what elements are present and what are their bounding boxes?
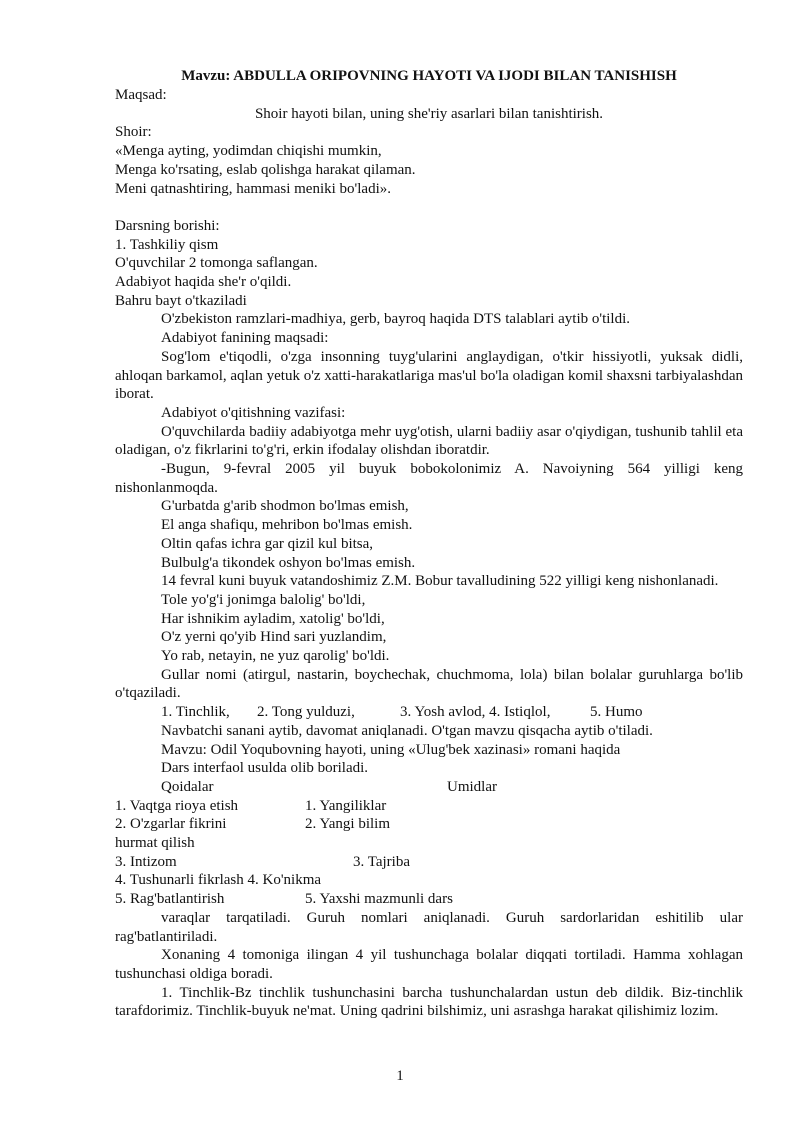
group-name: 1. Tinchlik, [161,704,230,721]
paragraph-bobur: 14 fevral kuni buyuk vatandoshimiz Z.M. Bobur tavalludining 522 yilligi keng nishonlanadi. [161,573,719,590]
paragraph-gullar: Gullar nomi (atirgul, nastarin, boychechak, chuchmoma, lola) bilan bolalar guruhlarga bo'lib o'tqaziladi. [115,666,743,702]
vazifasi-heading: Adabiyot o'qitishning vazifasi: [161,404,346,421]
rules-row [115,853,743,872]
navoiy-poem-line: Oltin qafas ichra gar qizil kul bitsa, [161,535,374,552]
rule-item: hurmat qilish [115,835,195,852]
paragraph-tinchlik: 1. Tinchlik-Bz tinchlik tushunchasini barcha tushunchalardan ustun deb dildik. Biz-tinchlik tarafdorimiz. Tinchlik-buyuk ne'mat. Uning qadrini bilshimiz, uni asrashga harakat qilishimiz lozim. [115,984,743,1020]
text-line: Dars interfaol usulda olib boriladi. [161,760,369,777]
rule-item: 2. O'zgarlar fikrini [115,816,227,833]
groups-row [115,703,743,722]
intro-line: 1. Tashkiliy qism [115,236,219,253]
paragraph-xonaning: Xonaning 4 tomoniga ilingan 4 yil tushunchaga bolalar diqqati tortiladi. Hamma xohlagan tushunchasi oldiga boradi. [115,947,743,982]
paragraph-vazifasi: O'quvchilarda badiiy adabiyotga mehr uyg'otish, ularni badiiy asar o'qiydigan, tushunib tahlil eta oladigan, o'z fikrlarini to'g'ri, erkin ifodalay olishdan iboratdir. [115,423,743,459]
rule-item: 3. Intizom [115,853,177,870]
intro-line: Bahru bayt o'tkaziladi [115,292,247,309]
document-body [115,66,743,1021]
navoiy-poem-line: G'urbatda g'arib shodmon bo'lmas emish, [161,498,409,515]
rule-item: 4. Tushunarli fikrlash 4. Ko'nikma [115,872,322,889]
rules-row [115,890,743,909]
maqsadi-heading: Adabiyot fanining maqsadi: [161,330,329,347]
intro-line: O'quvchilar 2 tomonga saflangan. [115,255,318,272]
group-name: 2. Tong yulduzi, [257,704,355,721]
hope-item: 2. Yangi bilim [305,816,391,833]
rules-row [115,834,743,853]
bobur-poem-line: Yo rab, netayin, ne yuz qarolig' bo'ldi. [161,648,390,665]
rule-item: 1. Vaqtga rioya etish [115,797,239,814]
rules-heading: Qoidalar [161,778,214,795]
lesson-progress-heading: Darsning borishi: [115,217,220,234]
hope-item: 3. Tajriba [353,853,410,870]
text-line: Mavzu: Odil Yoqubovning hayoti, uning «Ulug'bek xazinasi» romani haqida [161,741,621,758]
hope-item: 1. Yangiliklar [305,797,387,814]
maqsad-text: Shoir hayoti bilan, uning she'riy asarlari bilan tanishtirish. [254,105,604,122]
text-line: Navbatchi sanani aytib, davomat aniqlanadi. O'tgan mavzu qisqacha aytib o'tiladi. [161,722,653,739]
rules-row [115,797,743,816]
maqsad-label: Maqsad: [115,87,167,103]
rules-row [115,815,743,834]
paragraph-ramzlar: O'zbekiston ramzlari-madhiya, gerb, bayroq haqida DTS talablari aytib o'tildi. [161,311,631,328]
paragraph-varaqlar: varaqlar tarqatiladi. Guruh nomlari aniqlanadi. Guruh sardorlaridan eshitilib ular rag'batlantiriladi. [115,909,743,945]
shoir-label: Shoir: [115,124,152,141]
bobur-poem-line: Tole yo'g'i jonimga balolig' bo'ldi, [161,591,366,608]
paragraph-maqsadi: Sog'lom e'tiqodli, o'zga insonning tuyg'ularini anglaydigan, o'tkir hissiyotli, yuksak didli, ahloqan barkamol, aqlan yetuk o'z xatti-harakatlariga mas'ul bo'la oladigan komil shaxsni tarbiyalashdan iborat. [115,348,743,403]
hope-item: 5. Yaxshi mazmunli dars [305,891,453,908]
rules-hopes-heading-row [115,778,743,797]
document-title: Mavzu: ABDULLA ORIPOVNING HAYOTI VA IJODI BILAN TANISHISH [181,68,677,84]
group-name: 5. Humo [590,704,643,721]
epigraph-line: Menga ko'rsating, eslab qolishga harakat qilaman. [115,161,416,178]
navoiy-poem-line: El anga shafiqu, mehribon bo'lmas emish. [161,517,413,534]
bobur-poem-line: O'z yerni qo'yib Hind sari yuzlandim, [161,629,387,646]
epigraph-line: Meni qatnashtiring, hammasi meniki bo'ladi». [115,180,391,197]
rules-row [115,871,743,890]
page-number: 1 [396,1068,404,1084]
rule-item: 5. Rag'batlantirish [115,891,225,908]
paragraph-navoiy: -Bugun, 9-fevral 2005 yil buyuk bobokolonimiz A. Navoiyning 564 yilligi keng nishonlanmoqda. [115,461,743,496]
navoiy-poem-line: Bulbulg'a tikondek oshyon bo'lmas emish. [161,554,416,571]
bobur-poem-line: Har ishnikim ayladim, xatolig' bo'ldi, [161,610,385,627]
group-name: 3. Yosh avlod, 4. Istiqlol, [400,704,551,721]
epigraph-line: «Menga ayting, yodimdan chiqishi mumkin, [115,143,382,160]
intro-line: Adabiyot haqida she'r o'qildi. [115,274,292,291]
hopes-heading: Umidlar [447,778,497,795]
